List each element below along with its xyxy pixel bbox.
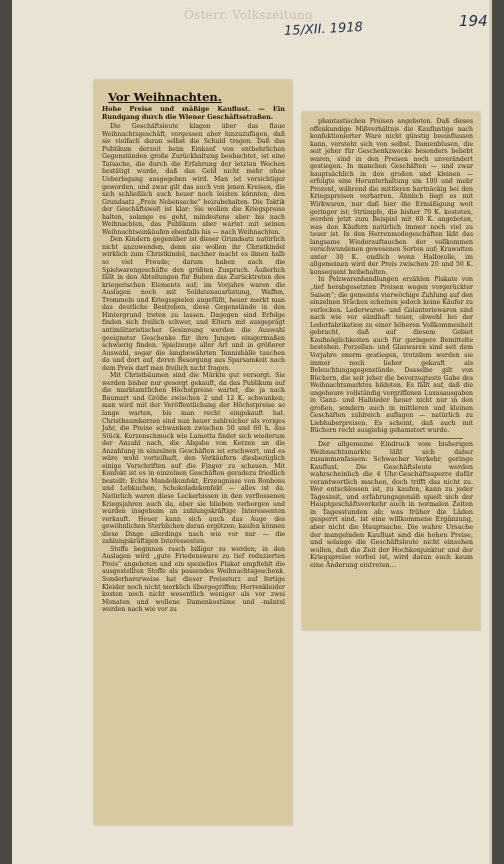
archive-sheet <box>12 0 492 864</box>
article-paragraph: Stoffe beginnen rasch billiger zu werden; in den Auslagen wird „gute Friedensware zu tief reduzierten Preis“ angeboten und ein spezielles Plakat empfiehlt die ausgestellten Stoffe als passendes Weihnachtsgeschenk. Sonderbarerweise hat dieser Preissturz auf fertige Kleider noch nicht merklich übergegriffen; Herrenkleider kosten noch nicht wesentlich weniger als vor zwei Monaten und wollene Damenkostüme und -mäntel werden nach wie vor zu <box>102 545 285 614</box>
newspaper-stamp: Österr. Volkszeitung <box>184 8 313 22</box>
article-subtitle: Hohe Preise und mäßige Kauflust. — Ein Rundgang durch die Wiener Geschäftsstraßen. <box>102 105 285 121</box>
article-paragraph: Der allgemeine Eindruck vom bisherigen Weihnachtsmarkte läßt sich daher zusammenfassen: Schwacher Verkehr, geringe Kauflust. Die Geschäftsleute werden wahrscheinlich die 4 Uhr-Geschäftssperre dafür verantwortlich machen, doch trifft das nicht zu. Wer entschlossen ist, zu kaufen, kann zu jeder Tageszeit, und erfahrungsgemäß spielt sich der Hauptgeschäftsverkehr auch in normalen Zeiten in Tagesstunden ab; was früher die Läden gesperrt sind, ist eine willkommene Ergänzung, aber nicht die Hauptsache. Die wahre Ursache der mangelnden Kauflust sind die hohen Preise, und solange die Geschäftsleute nicht einsehen wollen, daß die Zeit der Hochkonjunktur und der Kriegspreise vorbei ist, wird daran auch kaum eine Änderung eintreten… <box>310 439 473 569</box>
folio-number: 194 <box>459 12 488 30</box>
left-column-text <box>94 80 292 618</box>
clipping-right-column <box>302 112 480 630</box>
article-paragraph: Den Kindern gegenüber ist dieser Grundsatz natürlich nicht anzuwenden, denn sie wollen ihr Christkindel wirklich zum Christkindel, nachher macht es ihnen halb so viel Freude; darum haben auch die Spielwarengeschäfte den größten Zuspruch. Äußerlich fällt in den Abteilungen für Buben das Zurücktreten des kriegerischen Elements auf; im Vorjahre waren die Auslagen noch mit Soldatenausrüstung, Waffen, Trommeln und Kriegsspielen angefüllt, heuer merkt man das deutliche Bestreben, diese Gegenstände in den Hintergrund treten zu lassen. Dagegen sind Erfolge finden sich freilich schwer, und Eltern mit ausgeprägt antimilitaristischer Gesinnung werden die Auswahl geeigneter Geschenke für ihre Jungen einigermaßen schwierig finden. Spielzeuge aller Art und in größerer Auswahl, sogar die langbewährten Tennisbälle tauchen da und dort auf, deren Besorgung aus Sparsamkeit nach dem Preis darf man freilich nicht fragen. <box>102 236 285 372</box>
right-column-text <box>302 112 480 573</box>
handwritten-date: 15/XII. 1918 <box>283 19 364 40</box>
sheet-header <box>12 0 492 40</box>
clipping-left-column <box>94 80 292 825</box>
article-title: Vor Weihnachten. <box>108 90 222 104</box>
section-divider <box>320 438 463 439</box>
sheet-edge <box>489 0 492 864</box>
article-paragraph: In Pelzwarenhandlungen erzählen Plakate von „tief herabgesetzten Preisen wegen vorgerückter Saison“; die gemeinte vierwöchige Zahlung auf den einzelnen Stücken scheinen jedoch keine Käufer zu verlocken. Lederwaren- und Galanteriewaren sind nach wie vor sündhaft teuer, obwohl bei der Lederfabrikation zu einer höheren Vollkommenheit gebracht, daß auf diesem Gebiet Kaufmöglichkeiten auch für geringere Bemittelte bestehen. Porzellan- und Glaswaren sind seit dem Vorjahre enorm gestiegen, trotzdem werden sie immer noch lieber gekauft als Beleuchtungsgegenstände. Dasselbe gilt von Büchern, die seit jeher die bevorzugteste Gabe des Weihnachtsmarktes bildeten. Es fällt auf, daß die ungeheure vollständig vergriffenen Luxusausgaben in Ganz- und Halbleder heuer nicht nur in den großen, sondern auch in mittleren und kleinen Geschäften zahlreich auflagen — natürlich zu Liebhaberpreisen. Es scheint, daß auch mit Büchern recht ausgiebig gehamstert wurde. <box>310 276 473 435</box>
article-paragraph: Die Geschäftsleute klagen über das flaue Weihnachtsgeschäft, vergessen aber hinzuzufügen, daß sie vielfach daran selbst die Schuld tragen. Daß das Publikum derzeit beim Einkauf von entbehrlichen Gegenständen große Zurückhaltung beobachtet, ist eine Tatsache, die durch die Erfahrung der letzten Wochen bestätigt wurde, daß das Geld nicht mehr ohne Ueberlegung ausgegeben wird. Man ist vorsichtiger geworden, und zwar gilt das auch von jenen Kreisen, die sich schließlich auch heuer noch leisten könnten, den Grundsatz „Preis Nebensache“ beizubehalten. Die Taktik der Geschäftswelt ist klar: Sie wollen die Kriegspreise halten, solange es geht, mindestens aber bis nach Weihnachten, das Publikum aber wartet mit seinen Weihnachtseinkäufen ebenfalls bis — nach Weihnachten. <box>102 123 285 236</box>
article-paragraph: phantastischen Preisen angeboten. Daß dieses offenkundige Mißverhältnis die Kauflustige nach konfektionierter Ware nicht günstig beeinflussen kann, versteht sich von selbst. Damenblusen, die seit jeher für Geschenkzwecke besonders beliebt waren, sind in den Preisen noch unverändert gestiegen. In manchen Geschäften — und zwar hauptsächlich in den großen und kleinen — erfolgte eine Herunterhaltung um 100 und mehr Prozent, während die mittleren hartnäckig bei den Kriegspreisen verharren. Ähnlich liegt es mit Wirkwaren, nur daß hier die Ermäßigung weit geringer ist; Strümpfe, die bisher 70 K. kosteten, werden jetzt zum Beispiel mit 60 K. angeboten, was den Käufern natürlich immer noch viel zu teuer ist. In den Herrenmodegeschäften läßt das langsame Wiederauftauchen der vollkommen verschwundenen gewesenen Sorten auf; Krawatten unter 30 K. endlich wenn Halbwolle, im allgemeinen wird der Preis zwischen 20 und 50 K. konsequent beibehalten. <box>310 118 473 276</box>
article-paragraph: Mit Christbäumen sind die Märkte gut versorgt. Sie werden bisher nur gesorgt gekauft, da das Publikum auf die marktamtlichen Höchstpreise wartet, die ja nach Baumart und Größe zwischen 2 und 12 K. schwanken; man wird mit der Veröffentlichung der Höchstpreise so lange warten, bis man recht eingekauft hat. Christbaumkerzen sind nun heuer zahlreicher als voriges Jahr, die Preise schwanken zwischen 50 und 60 h. das Stück. Kerzenschmuck wie Lametta findet sich wiederum der Anzahl nach, die Abgabe von Kerzen an die Anzahlung in einzelnen Geschäften ist erschwert, und es wäre wohl vorteilhaft, den Verkäufern diesbezüglich einige Vorschriften auf die Finger zu schauen. Mit Konfekt ist es in einzelnen Geschäften geradezu friedlich bestellt: Echte Mandelkonfekt, Erzeugnisse von Bonbons und Lebkuchen, Schokoladekonfekt — alles ist da. Natürlich waren diese Leckerbissen in den verflossenen Kriegsjahren auch da, aber sie blieben verborgen und wurden insgeheim an zahlungskräftige Interessenten verkauft. Heuer kann sich auch das Auge des gewöhnlichen Sterblichen daran ergötzen; kaufen können diese Dinge allerdings nach wie vor nur — die zahlungskräftigen Interessenten. <box>102 372 285 546</box>
